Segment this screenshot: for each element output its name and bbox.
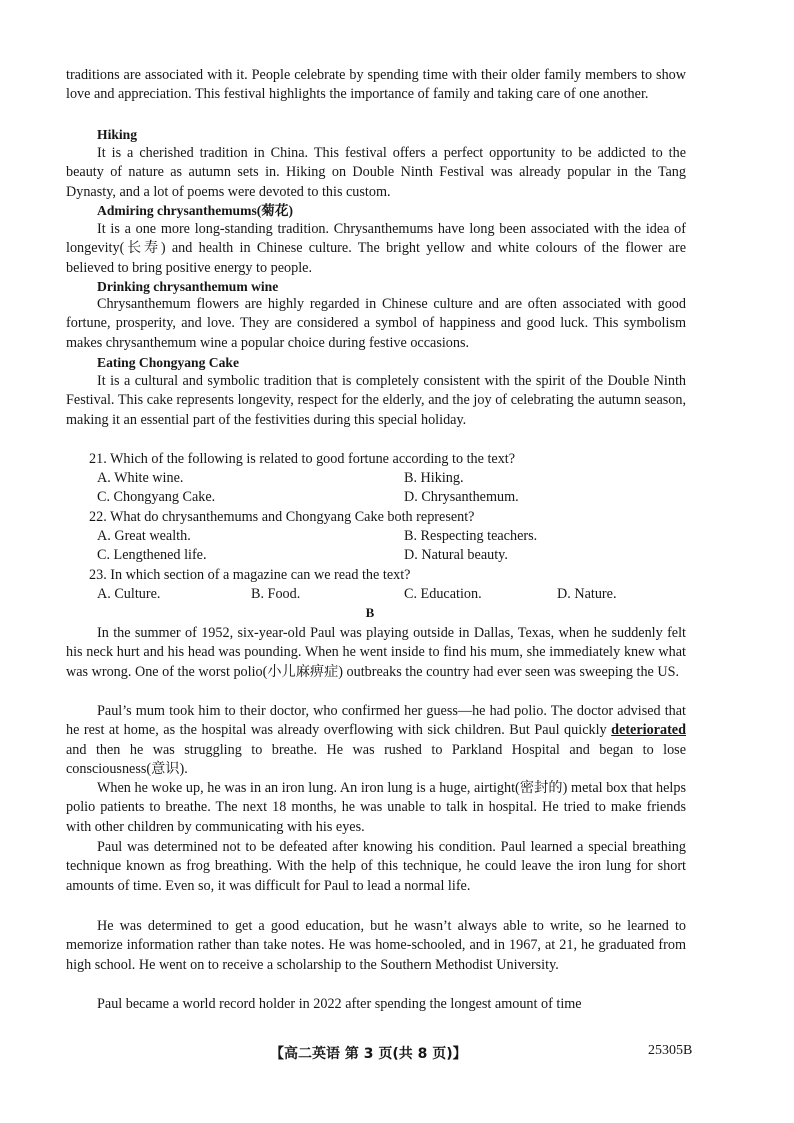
section-text-cake: It is a cultural and symbolic tradition that is completely consistent with the spirit of the Double Ninth Festival. This cake represents longevity, respect for the elderly, and the joy of celebrating the autumn season, making it an essential part of the festivities during this special holiday. bbox=[66, 373, 686, 428]
question-21-stem: 21. Which of the following is related to good fortune according to the text? bbox=[89, 451, 516, 467]
section-heading-cake: Eating Chongyang Cake bbox=[97, 355, 240, 370]
section-text-hiking: It is a cherished tradition in China. This festival offers a perfect opportunity to be addicted to the beauty of nature as autumn sets in. Hiking on Double Ninth Festival was already popular in the Tang Dynasty, and a lot of poems were devoted to this custom. bbox=[66, 145, 686, 200]
section-text-chrysanthemums: It is a one more long-standing tradition. Chrysanthemums have long been associated with the idea of longevity(长寿) and health in Chinese culture. The bright yellow and white colours of the flower are believed to bring positive energy to people. bbox=[66, 221, 686, 276]
q22-option-d[interactable]: D. Natural beauty. bbox=[404, 547, 508, 563]
q23-option-b[interactable]: B. Food. bbox=[251, 586, 301, 602]
q21-option-d[interactable]: D. Chrysanthemum. bbox=[404, 489, 519, 505]
q23-option-c[interactable]: C. Education. bbox=[404, 586, 482, 602]
passage-b-paragraph-6: Paul became a world record holder in 2022 after spending the longest amount of time bbox=[97, 996, 582, 1012]
underlined-word: deteriorated bbox=[611, 722, 686, 739]
passage-b-paragraph-4: Paul was determined not to be defeated after knowing his condition. Paul learned a special breathing technique known as frog breathing. With the help of this technique, he could leave the iron lung for short amounts of time. Even so, it was difficult for Paul to lead a normal life. bbox=[66, 839, 686, 894]
passage-b-label: B bbox=[365, 605, 375, 620]
section-heading-wine: Drinking chrysanthemum wine bbox=[97, 279, 279, 294]
passage-b-paragraph-2 bbox=[66, 702, 686, 780]
passage-a-intro: traditions are associated with it. People celebrate by spending time with their older family members to show love and appreciation. This festival highlights the importance of family and taking care of one another. bbox=[66, 67, 686, 103]
q23-option-d[interactable]: D. Nature. bbox=[557, 586, 617, 602]
p2-text-after: and then he was struggling to breathe. He was rushed to Parkland Hospital and began to lose consciousness(意识). bbox=[66, 741, 686, 778]
q23-option-a[interactable]: A. Culture. bbox=[97, 586, 161, 602]
footer-exam-code: 25305B bbox=[648, 1043, 693, 1058]
passage-b-paragraph-3: When he woke up, he was in an iron lung. An iron lung is a huge, airtight(密封的) metal box that helps polio patients to breathe. The next 18 months, he was unable to talk in hospital. He tried to make friends with other children by communicating with his eyes. bbox=[66, 780, 686, 835]
q22-option-b[interactable]: B. Respecting teachers. bbox=[404, 528, 538, 544]
question-22-stem: 22. What do chrysanthemums and Chongyang Cake both represent? bbox=[89, 509, 475, 525]
q21-option-c[interactable]: C. Chongyang Cake. bbox=[97, 489, 216, 505]
page-footer bbox=[0, 1043, 794, 1065]
footer-subject-page: 【高二英语 第 3 页(共 8 页)】 bbox=[270, 1046, 467, 1062]
q22-option-a[interactable]: A. Great wealth. bbox=[97, 528, 191, 544]
passage-b-paragraph-5: He was determined to get a good education, but he wasn’t always able to write, so he learned to memorize information rather than take notes. He was home-schooled, and in 1967, at 21, he graduated from high school. He went on to receive a scholarship to the Southern Methodist University. bbox=[66, 918, 686, 973]
passage-b-paragraph-1: In the summer of 1952, six-year-old Paul was playing outside in Dallas, Texas, when he suddenly felt his neck hurt and his head was pounding. When he went inside to find his mum, she immediately knew what was wrong. One of the worst polio(小儿麻痹症) outbreaks the country had ever seen was sweeping the US. bbox=[66, 625, 686, 680]
question-23-stem: 23. In which section of a magazine can we read the text? bbox=[89, 567, 411, 583]
section-text-wine: Chrysanthemum flowers are highly regarded in Chinese culture and are often associated with good fortune, prosperity, and love. They are considered a symbol of happiness and good luck. This symbolism makes chrysanthemum wine a popular choice during festive occasions. bbox=[66, 296, 686, 351]
section-heading-hiking: Hiking bbox=[97, 127, 138, 142]
q22-option-c[interactable]: C. Lengthened life. bbox=[97, 547, 207, 563]
section-heading-chrysanthemums: Admiring chrysanthemums(菊花) bbox=[97, 203, 293, 218]
q21-option-b[interactable]: B. Hiking. bbox=[404, 470, 464, 486]
q21-option-a[interactable]: A. White wine. bbox=[97, 470, 184, 486]
p2-text-before: Paul’s mum took him to their doctor, who confirmed her guess—he had polio. The doctor advised that he rest at home, as the hospital was already overflowing with sick children. But Paul quickly bbox=[66, 703, 686, 739]
